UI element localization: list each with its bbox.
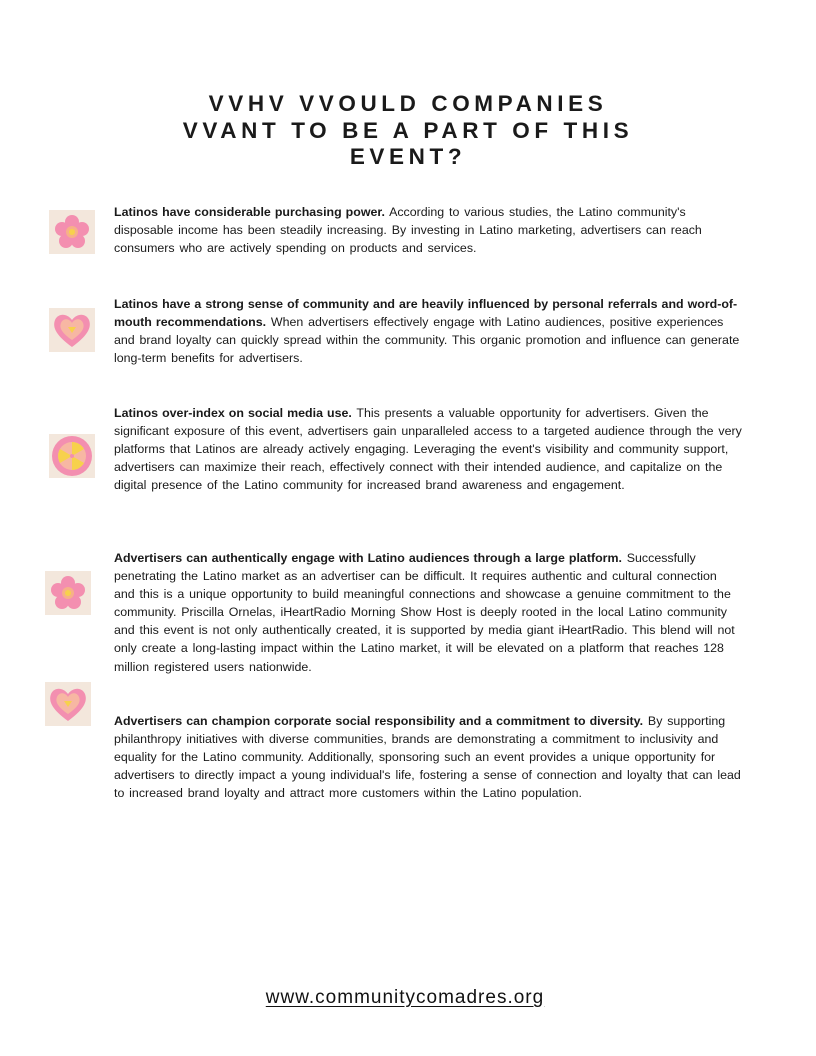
paragraph-lead: Advertisers can champion corporate social responsibility and a commitment to diversity. xyxy=(114,714,644,728)
heart-icon xyxy=(49,308,95,352)
footer-website-link[interactable]: www.communitycomadres.org xyxy=(265,987,545,1008)
title-line-3: EVENT? xyxy=(349,144,467,169)
paragraph-social-media xyxy=(114,404,742,494)
paragraph-body: This presents a valuable opportunity for advertisers. Given the significant exposure of this event, advertisers gain unparalleled access to a targeted audience through the very platforms that Latinos are already actively engaging. Leveraging the event's visibility and community support, advertisers can maximize their reach, effectively connect with their intended audience, and capitalize on the digital presence of the Latino community for increased brand awareness and engagement. xyxy=(114,406,742,493)
paragraph-lead: Latinos have a strong sense of community and are heavily influenced by personal referrals and word-of-mouth recommendations. xyxy=(114,297,738,330)
paragraph-lead: Latinos have considerable purchasing power. xyxy=(114,205,385,219)
paragraph-social-responsibility xyxy=(114,712,742,802)
paragraph-body: Successfully penetrating the Latino market as an advertiser can be difficult. It requires authentic and cultural connection and this is a unique opportunity to build meaningful connections and showcase a genuine commitment to the community. Priscilla Ornelas, iHeartRadio Morning Show Host is deeply rooted in the local Latino community and this event is not only authentically created, it is supported by media giant iHeartRadio. This blend will not only create a long-lasting impact within the Latino market, it will be elevated on a platform that reaches 128 million registered users nationwide. xyxy=(114,551,735,674)
page-title xyxy=(130,91,686,171)
paragraph-purchasing-power xyxy=(114,203,742,257)
paragraph-lead: Latinos over-index on social media use. xyxy=(114,406,352,420)
paragraph-authentic-engagement xyxy=(114,549,742,676)
pizza-icon xyxy=(49,434,95,478)
heart-icon xyxy=(45,682,91,726)
title-line-1: VVHV VVOULD COMPANIES xyxy=(208,91,608,116)
paragraph-community xyxy=(114,295,742,367)
paragraph-body: When advertisers effectively engage with Latino audiences, positive experiences and brand loyalty can quickly spread within the community. This organic promotion and influence can generate long-term benefits for advertisers. xyxy=(114,315,740,366)
flower-icon xyxy=(49,210,95,254)
title-line-2: VVANT TO BE A PART OF THIS xyxy=(182,117,634,143)
flower-icon xyxy=(45,571,91,615)
paragraph-body: By supporting philanthropy initiatives with diverse communities, brands are demonstrating a commitment to inclusivity and equality for the Latino community. Additionally, sponsoring such an event provides a unique opportunity for advertisers to directly impact a young individual's life, fostering a sense of connection and loyalty that can lead to increased brand loyalty and attract more customers within the Latino population. xyxy=(114,714,741,801)
paragraph-lead: Advertisers can authentically engage with Latino audiences through a large platform. xyxy=(114,551,622,565)
paragraph-body: According to various studies, the Latino community's disposable income has been steadily increasing. By investing in Latino marketing, advertisers can reach consumers who are actively spending on products and services. xyxy=(114,205,702,256)
